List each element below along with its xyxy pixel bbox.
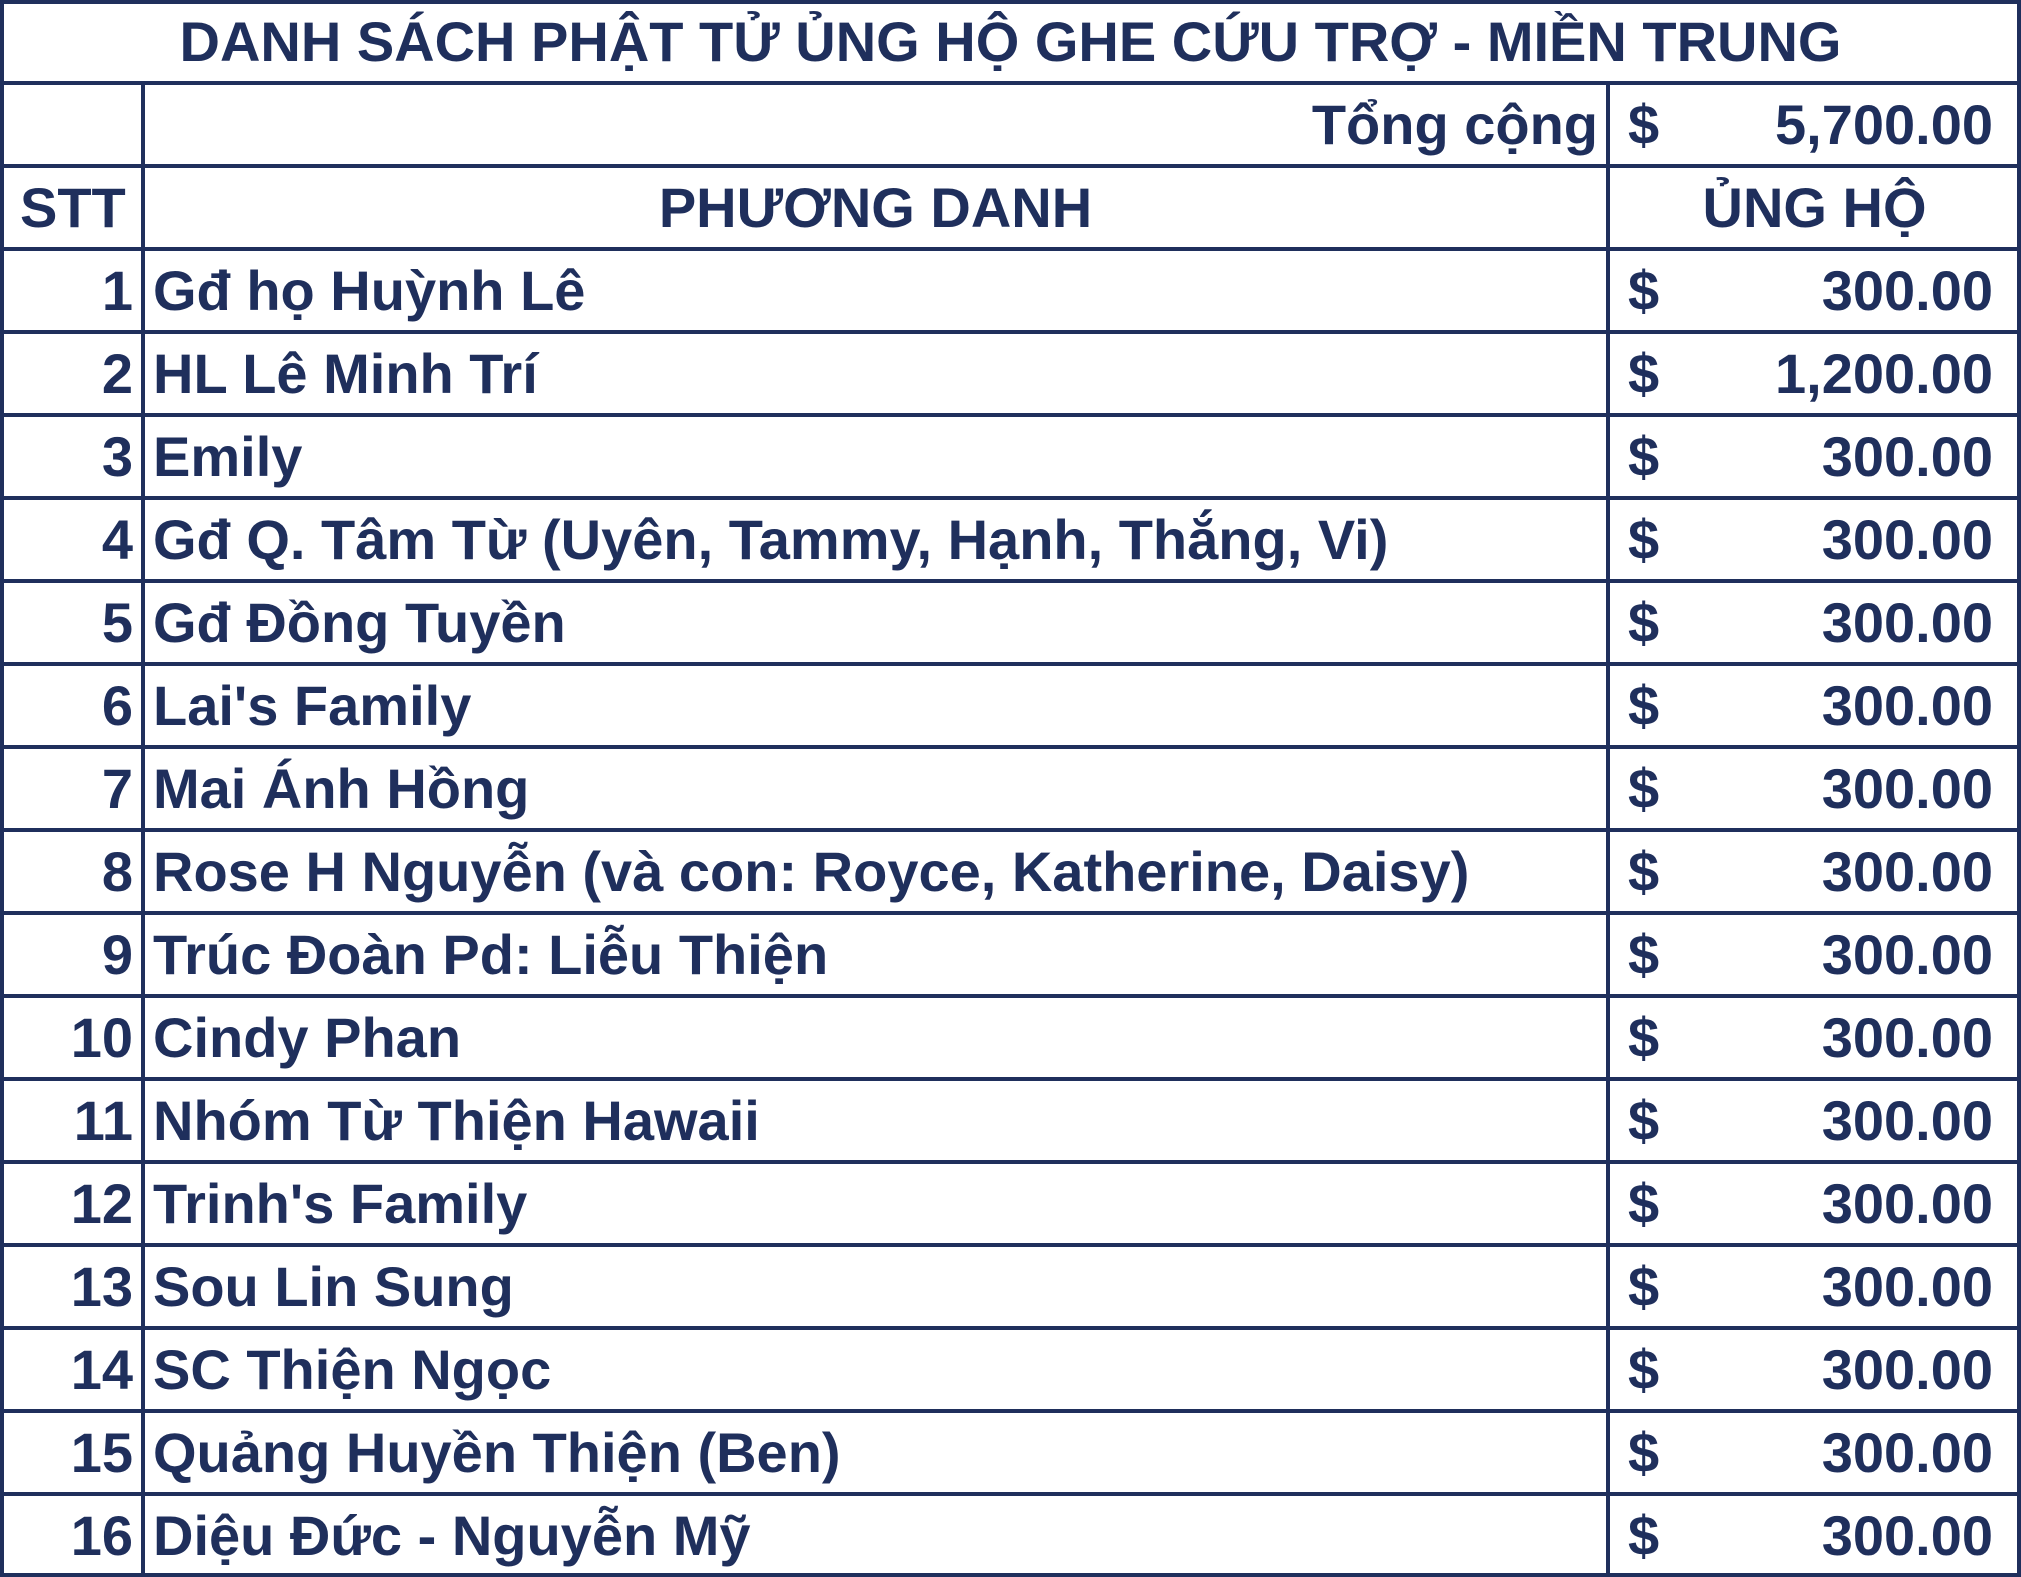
grid-horizontal-line: [0, 496, 2021, 500]
row-stt: 7: [101, 757, 133, 820]
header-stt: STT: [20, 176, 126, 239]
row-donor-name: Cindy Phan: [153, 1006, 462, 1069]
row-amount: 300.00: [1821, 1255, 1993, 1318]
row-donor-name: Gđ họ Huỳnh Lê: [153, 259, 586, 322]
grid-amount-divider: [1606, 83, 1610, 1577]
grid-horizontal-line: [0, 1409, 2021, 1413]
row-donor-name: Gđ Đồng Tuyền: [153, 591, 566, 654]
row-stt: 16: [70, 1504, 133, 1567]
row-donor-name: SC Thiện Ngọc: [153, 1338, 552, 1401]
row-donor-name: Rose H Nguyễn (và con: Royce, Katherine, Daisy): [153, 840, 1470, 903]
table-row: [0, 415, 2021, 498]
row-amount: 300.00: [1821, 757, 1993, 820]
row-stt: 6: [101, 674, 133, 737]
row-currency: $: [1628, 342, 1660, 405]
grid-right-border: [2017, 0, 2021, 1577]
grid-horizontal-line: [0, 911, 2021, 915]
row-currency: $: [1628, 591, 1660, 654]
row-currency: $: [1628, 757, 1660, 820]
grid-horizontal-line: [0, 1077, 2021, 1081]
row-donor-name: Mai Ánh Hồng: [153, 757, 530, 820]
grid-horizontal-line: [0, 994, 2021, 998]
header-name: PHƯƠNG DANH: [658, 176, 1093, 239]
table-row: [0, 1411, 2021, 1494]
grid-horizontal-line: [0, 1573, 2021, 1577]
grid-horizontal-line: [0, 247, 2021, 251]
row-donor-name: Trúc Đoàn Pd: Liễu Thiện: [153, 923, 829, 986]
row-amount: 300.00: [1821, 591, 1993, 654]
table-row: [0, 996, 2021, 1079]
row-stt: 10: [70, 1006, 133, 1069]
row-stt: 3: [101, 425, 133, 488]
row-amount: 300.00: [1821, 508, 1993, 571]
grid-horizontal-line: [0, 1492, 2021, 1496]
table-row: [0, 1162, 2021, 1245]
row-stt: 2: [101, 342, 133, 405]
row-currency: $: [1628, 674, 1660, 737]
row-amount: 300.00: [1821, 1338, 1993, 1401]
grid-stt-divider: [141, 83, 145, 1577]
row-amount: 300.00: [1821, 923, 1993, 986]
row-donor-name: Sou Lin Sung: [153, 1255, 514, 1318]
row-amount: 300.00: [1821, 840, 1993, 903]
row-donor-name: Nhóm Từ Thiện Hawaii: [153, 1089, 760, 1152]
row-currency: $: [1628, 425, 1660, 488]
row-currency: $: [1628, 1089, 1660, 1152]
row-stt: 12: [70, 1172, 133, 1235]
row-currency: $: [1628, 1006, 1660, 1069]
row-donor-name: Lai's Family: [153, 674, 472, 737]
row-donor-name: Trinh's Family: [153, 1172, 528, 1235]
table-row: [0, 664, 2021, 747]
row-stt: 9: [101, 923, 133, 986]
grid-horizontal-line: [0, 1160, 2021, 1164]
table-row: [0, 1079, 2021, 1162]
row-currency: $: [1628, 259, 1660, 322]
row-currency: $: [1628, 923, 1660, 986]
table-row: [0, 249, 2021, 332]
row-amount: 1,200.00: [1775, 342, 1993, 405]
grid-left-border: [0, 0, 4, 1577]
table-row: [0, 1245, 2021, 1328]
row-donor-name: Emily: [153, 425, 303, 488]
total-label: Tổng cộng: [1311, 93, 1598, 156]
row-amount: 300.00: [1821, 259, 1993, 322]
row-stt: 8: [101, 840, 133, 903]
table-row: [0, 498, 2021, 581]
row-stt: 15: [70, 1421, 133, 1484]
row-amount: 300.00: [1821, 425, 1993, 488]
grid-horizontal-line: [0, 330, 2021, 334]
row-amount: 300.00: [1821, 1421, 1993, 1484]
grid-horizontal-line: [0, 81, 2021, 85]
total-amount: 5,700.00: [1775, 93, 1993, 156]
header-amount: ỦNG HỘ: [1702, 176, 1927, 239]
total-currency: $: [1628, 93, 1660, 156]
table-row: [0, 830, 2021, 913]
row-currency: $: [1628, 1504, 1660, 1567]
row-stt: 5: [101, 591, 133, 654]
row-currency: $: [1628, 840, 1660, 903]
table-row: [0, 1328, 2021, 1411]
row-stt: 14: [70, 1338, 133, 1401]
grid-horizontal-line: [0, 413, 2021, 417]
grid-horizontal-line: [0, 1326, 2021, 1330]
table-row: [0, 747, 2021, 830]
grid-horizontal-line: [0, 164, 2021, 168]
row-donor-name: HL Lê Minh Trí: [153, 342, 538, 405]
table-row: [0, 1494, 2021, 1577]
table-row: [0, 332, 2021, 415]
row-currency: $: [1628, 508, 1660, 571]
table-row: [0, 913, 2021, 996]
row-stt: 4: [101, 508, 133, 571]
row-donor-name: Gđ Q. Tâm Từ (Uyên, Tammy, Hạnh, Thắng, Vi): [153, 508, 1389, 571]
row-amount: 300.00: [1821, 1089, 1993, 1152]
row-amount: 300.00: [1821, 1172, 1993, 1235]
grid-horizontal-line: [0, 1243, 2021, 1247]
row-amount: 300.00: [1821, 674, 1993, 737]
title-row: [0, 0, 2021, 83]
row-currency: $: [1628, 1172, 1660, 1235]
grid-horizontal-line: [0, 745, 2021, 749]
header-row: [0, 166, 2021, 249]
row-donor-name: Quảng Huyền Thiện (Ben): [153, 1421, 841, 1484]
grid-horizontal-line: [0, 579, 2021, 583]
table-row: [0, 581, 2021, 664]
row-stt: 13: [70, 1255, 133, 1318]
row-stt: 11: [73, 1089, 133, 1152]
total-row: [0, 83, 2021, 166]
row-currency: $: [1628, 1338, 1660, 1401]
row-currency: $: [1628, 1255, 1660, 1318]
grid-horizontal-line: [0, 0, 2021, 4]
row-stt: 1: [101, 259, 133, 322]
row-amount: 300.00: [1821, 1504, 1993, 1567]
grid-horizontal-line: [0, 662, 2021, 666]
sheet-title: DANH SÁCH PHẬT TỬ ỦNG HỘ GHE CỨU TRỢ - MIỀN TRUNG: [179, 10, 1842, 73]
row-donor-name: Diệu Đức - Nguyễn Mỹ: [153, 1504, 751, 1567]
grid-horizontal-line: [0, 828, 2021, 832]
row-amount: 300.00: [1821, 1006, 1993, 1069]
row-currency: $: [1628, 1421, 1660, 1484]
